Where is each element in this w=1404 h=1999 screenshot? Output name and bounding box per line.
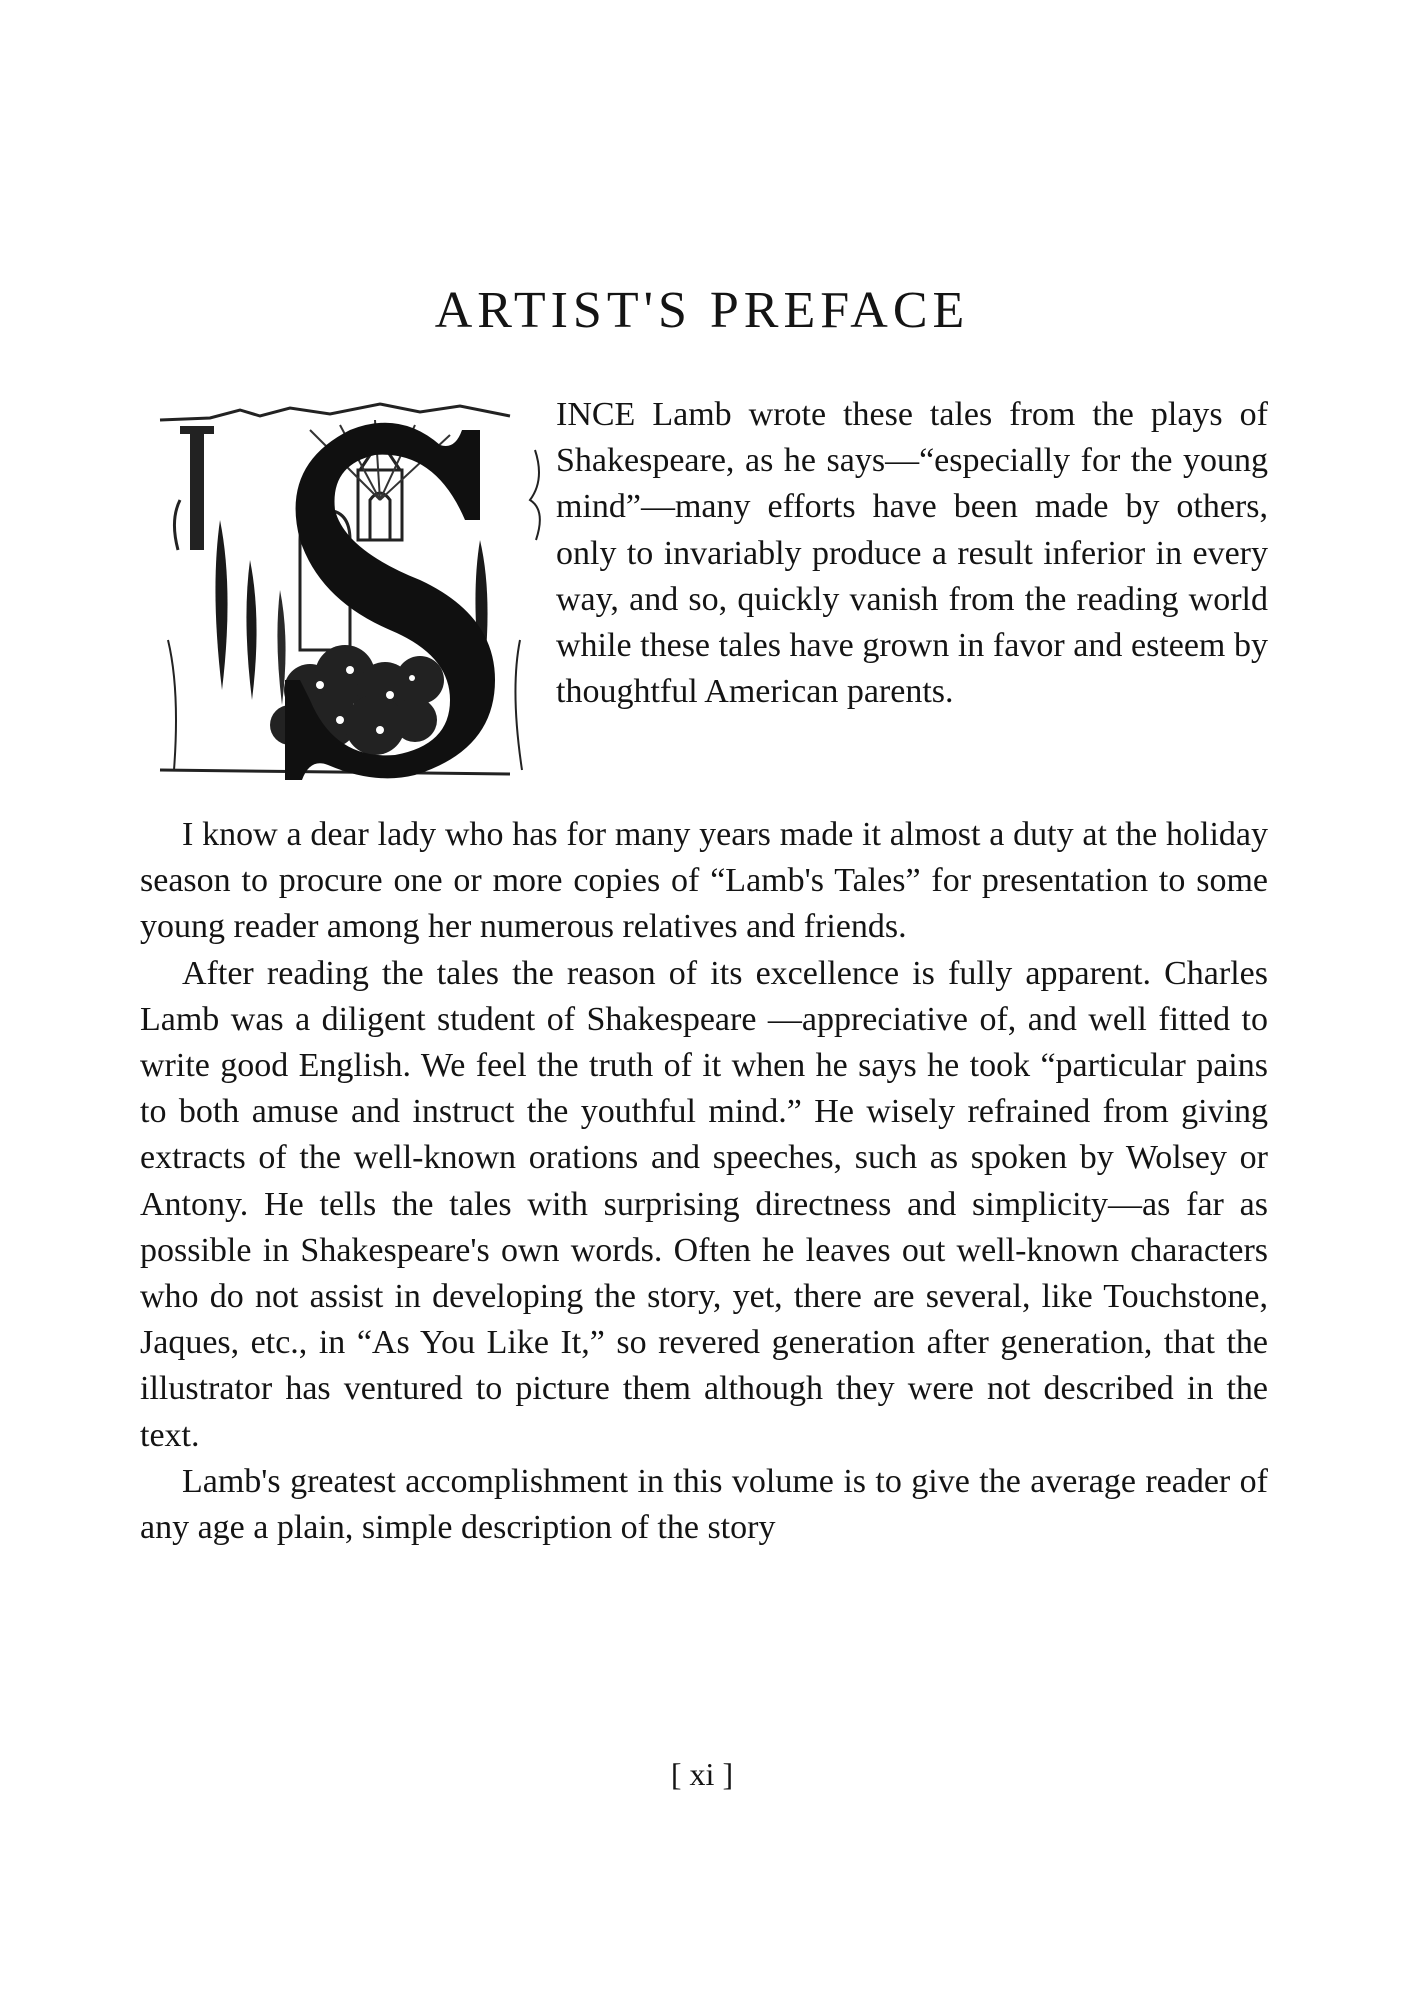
paragraph: After reading the tales the reason of its excellence is fully apparent. Charles Lamb was a diligent student of Shakespeare —appreciative of, and well fitted to write good English. We feel the truth of it when he says he took “particular pains to both amuse and instruct the youthful mind.” He wisely refrained from giving extracts of the well-known orations and speeches, such as spoken by Wolsey or Antony. He tells the tales with surprising directness and simplicity—as far as possible in Shakespeare's own words. Often he leaves out well-known characters who do not assist in developing the story, yet, there are several, like Touchstone, Jaques, etc., in “As You Like It,” so revered generation after generation, that the illustrator has ventured to picture them although they were not described in the text.: [140, 954, 1268, 1454]
illustrated-drop-cap: [150, 390, 550, 790]
paragraph: I know a dear lady who has for many years made it almost a duty at the holiday season to procure one or more copies of “Lamb's Tales” for presentation to some young reader among her numerous relatives and friends.: [140, 816, 1268, 946]
intro-paragraph: INCE Lamb wrote these tales from the plays of Shakespeare, as he says—“especially for the young mind”—many efforts have been made by others, only to invariably produce a result inferior in every way, and so, quickly vanish from the reading world while these tales have grown in favor and esteem by thoughtful American parents.: [556, 396, 1268, 711]
paragraph: Lamb's greatest accomplishment in this volume is to give the average reader of any age a plain, simple description of the story: [140, 1462, 1268, 1547]
intro-text-block: [556, 392, 1268, 715]
page-number: [ xi ]: [670, 1756, 734, 1792]
body-text: [140, 812, 1268, 1551]
drop-cap-illustration: [150, 390, 550, 790]
page-title: ARTIST'S PREFACE: [434, 282, 970, 339]
